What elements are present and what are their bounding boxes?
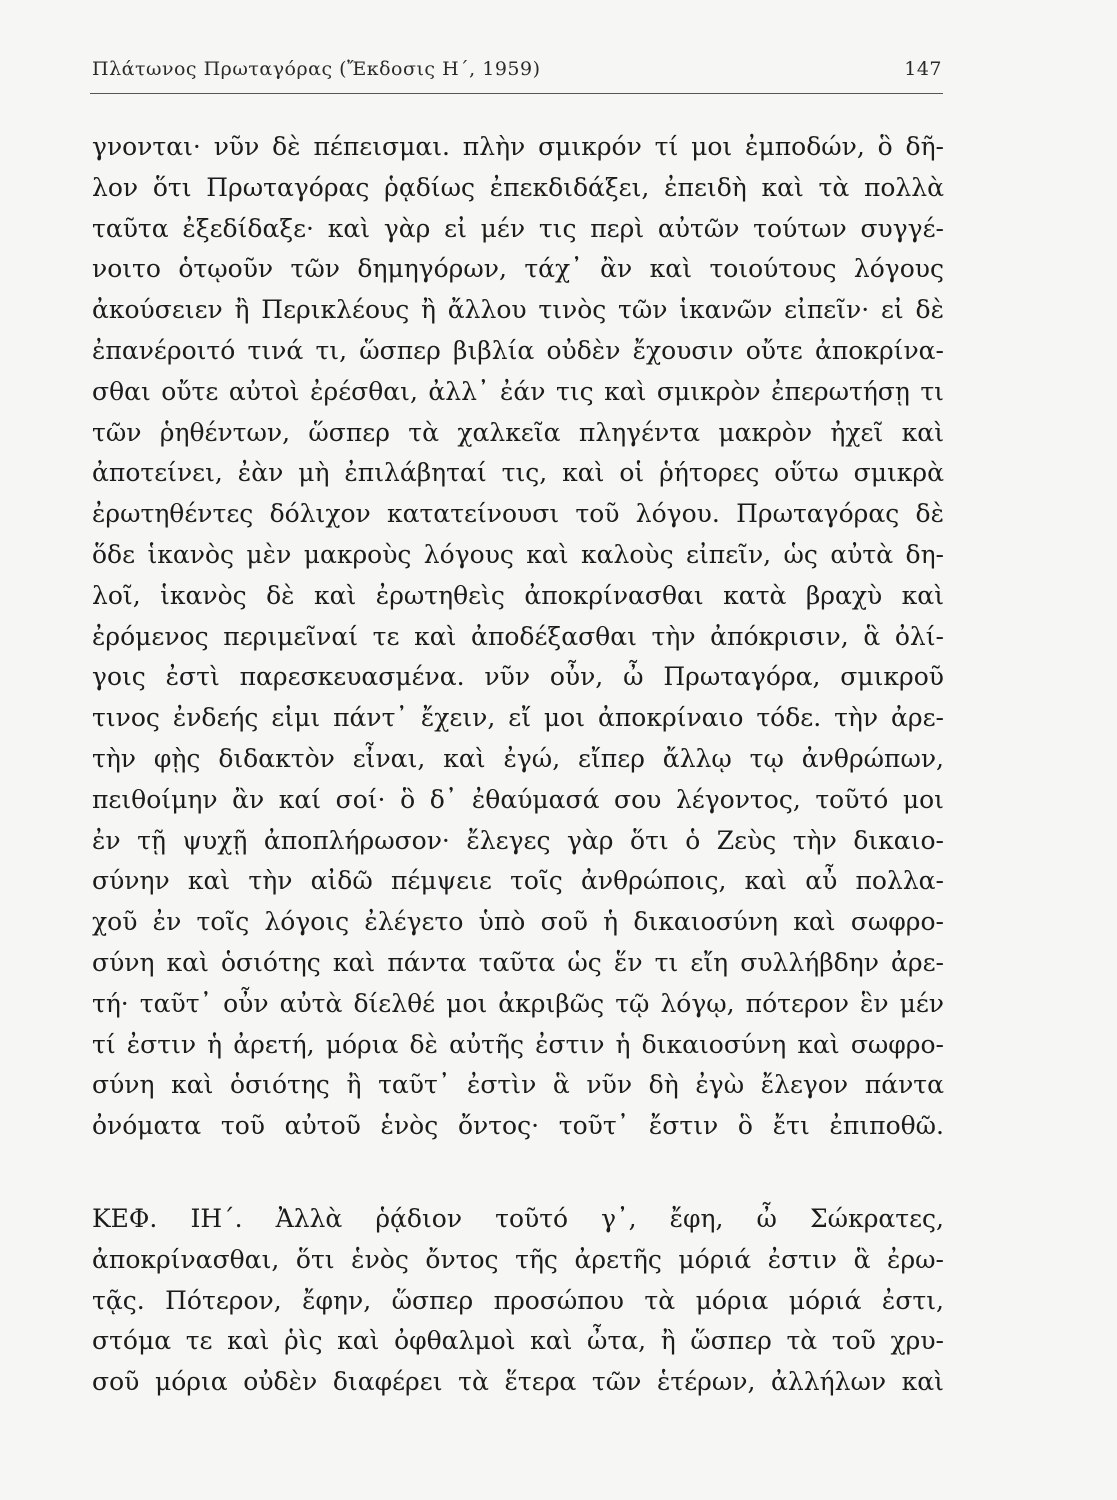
text-line: ἐπανέροιτό τινά τι, ὥσπερ βιβλία οὐδὲν ἔχουσιν οὔτε ἀποκρίνα- xyxy=(92,335,944,365)
text-line: σύνη καὶ ὁσιότης ἢ ταῦτ᾽ ἐστὶν ἃ νῦν δὴ ἐγὼ ἔλεγον πάντα xyxy=(92,1070,944,1100)
paragraph xyxy=(92,1199,944,1403)
text-line: στόμα τε καὶ ῥὶς καὶ ὀφθαλμοὶ καὶ ὦτα, ἢ ὥσπερ τὰ τοῦ χρυ- xyxy=(92,1326,944,1356)
text-line: τινος ἐνδεής εἰμι πάντ᾽ ἔχειν, εἴ μοι ἀποκρίναιο τόδε. τὴν ἀρε- xyxy=(92,703,944,733)
text-line: γοις ἐστὶ παρεσκευασμένα. νῦν οὖν, ὦ Πρωταγόρα, σμικροῦ xyxy=(92,662,944,692)
page-number: 147 xyxy=(904,58,942,80)
text-line: τὴν φῂς διδακτὸν εἶναι, καὶ ἐγώ, εἴπερ ἄλλῳ τῳ ἀνθρώπων, xyxy=(92,743,944,773)
text-line: ἀποκρίνασθαι, ὅτι ἑνὸς ὄντος τῆς ἀρετῆς μόριά ἐστιν ἃ ἐρω- xyxy=(92,1244,944,1274)
text-line: λοῖ, ἱκανὸς δὲ καὶ ἐρωτηθεὶς ἀποκρίνασθαι κατὰ βραχὺ καὶ xyxy=(92,580,944,610)
text-line: ἐν τῇ ψυχῇ ἀποπλήρωσον· ἔλεγες γὰρ ὅτι ὁ Ζεὺς τὴν δικαιο- xyxy=(92,825,944,855)
text-line: ὀνόματα τοῦ αὐτοῦ ἑνὸς ὄντος· τοῦτ᾽ ἔστιν ὃ ἔτι ἐπιποθῶ. xyxy=(92,1111,944,1141)
text-line: ΚΕΦ. ΙΗ΄. Ἀλλὰ ῥᾴδιον τοῦτό γ᾽, ἔφη, ὦ Σώκρατες, xyxy=(92,1204,944,1233)
text-line: ὅδε ἱκανὸς μὲν μακροὺς λόγους καὶ καλοὺς εἰπεῖν, ὡς αὐτὰ δη- xyxy=(92,539,944,569)
text-line: σύνη καὶ ὁσιότης καὶ πάντα ταῦτα ὡς ἕν τι εἴη συλλήβδην ἀρε- xyxy=(92,947,944,977)
paragraph xyxy=(92,127,944,1147)
text-line: σύνην καὶ τὴν αἰδῶ πέμψειε τοῖς ἀνθρώποις, καὶ αὖ πολλα- xyxy=(92,866,944,896)
running-header xyxy=(92,58,942,92)
header-title: Πλάτωνος Πρωταγόρας (Ἔκδοσις Η΄, 1959) xyxy=(92,58,541,80)
text-line: τί ἐστιν ἡ ἀρετή, μόρια δὲ αὐτῆς ἐστιν ἡ δικαιοσύνη καὶ σωφρο- xyxy=(92,1029,944,1059)
text-line: γνονται· νῦν δὲ πέπεισμαι. πλὴν σμικρόν τί μοι ἐμποδών, ὃ δῆ- xyxy=(92,132,944,161)
text-line: νοιτο ὁτῳοῦν τῶν δημηγόρων, τάχ᾽ ἂν καὶ τοιούτους λόγους xyxy=(92,254,944,284)
text-line: τῶν ῥηθέντων, ὥσπερ τὰ χαλκεῖα πληγέντα μακρὸν ἠχεῖ καὶ xyxy=(92,417,944,447)
text-line: τή· ταῦτ᾽ οὖν αὐτὰ δίελθέ μοι ἀκριβῶς τῷ λόγῳ, πότερον ἓν μέν xyxy=(92,988,944,1018)
text-line: σοῦ μόρια οὐδὲν διαφέρει τὰ ἕτερα τῶν ἑτέρων, ἀλλήλων καὶ xyxy=(92,1367,944,1397)
text-line: ἀποτείνει, ἐὰν μὴ ἐπιλάβηταί τις, καὶ οἱ ῥήτορες οὕτω σμικρὰ xyxy=(92,458,944,488)
header-rule xyxy=(90,93,943,94)
text-line: σθαι οὔτε αὐτοὶ ἐρέσθαι, ἀλλ᾽ ἐάν τις καὶ σμικρὸν ἐπερωτήσῃ τι xyxy=(92,376,944,406)
text-line: χοῦ ἐν τοῖς λόγοις ἐλέγετο ὑπὸ σοῦ ἡ δικαιοσύνη καὶ σωφρο- xyxy=(92,907,944,937)
text-line: ταῦτα ἐξεδίδαξε· καὶ γὰρ εἰ μέν τις περὶ αὐτῶν τούτων συγγέ- xyxy=(92,213,944,243)
text-line: λον ὅτι Πρωταγόρας ῥᾳδίως ἐπεκδιδάξει, ἐπειδὴ καὶ τὰ πολλὰ xyxy=(92,172,944,202)
text-line: ἀκούσειεν ἢ Περικλέους ἢ ἄλλου τινὸς τῶν ἱκανῶν εἰπεῖν· εἰ δὲ xyxy=(92,295,944,325)
text-line: ἐρόμενος περιμεῖναί τε καὶ ἀποδέξασθαι τὴν ἀπόκρισιν, ἃ ὀλί- xyxy=(92,621,944,651)
text-line: ἐρωτηθέντες δόλιχον κατατείνουσι τοῦ λόγου. Πρωταγόρας δὲ xyxy=(92,499,944,529)
text-line: πειθοίμην ἂν καί σοί· ὃ δ᾽ ἐθαύμασά σου λέγοντος, τοῦτό μοι xyxy=(92,784,944,814)
text-line: τᾷς. Πότερον, ἔφην, ὥσπερ προσώπου τὰ μόρια μόριά ἐστι, xyxy=(92,1285,944,1315)
